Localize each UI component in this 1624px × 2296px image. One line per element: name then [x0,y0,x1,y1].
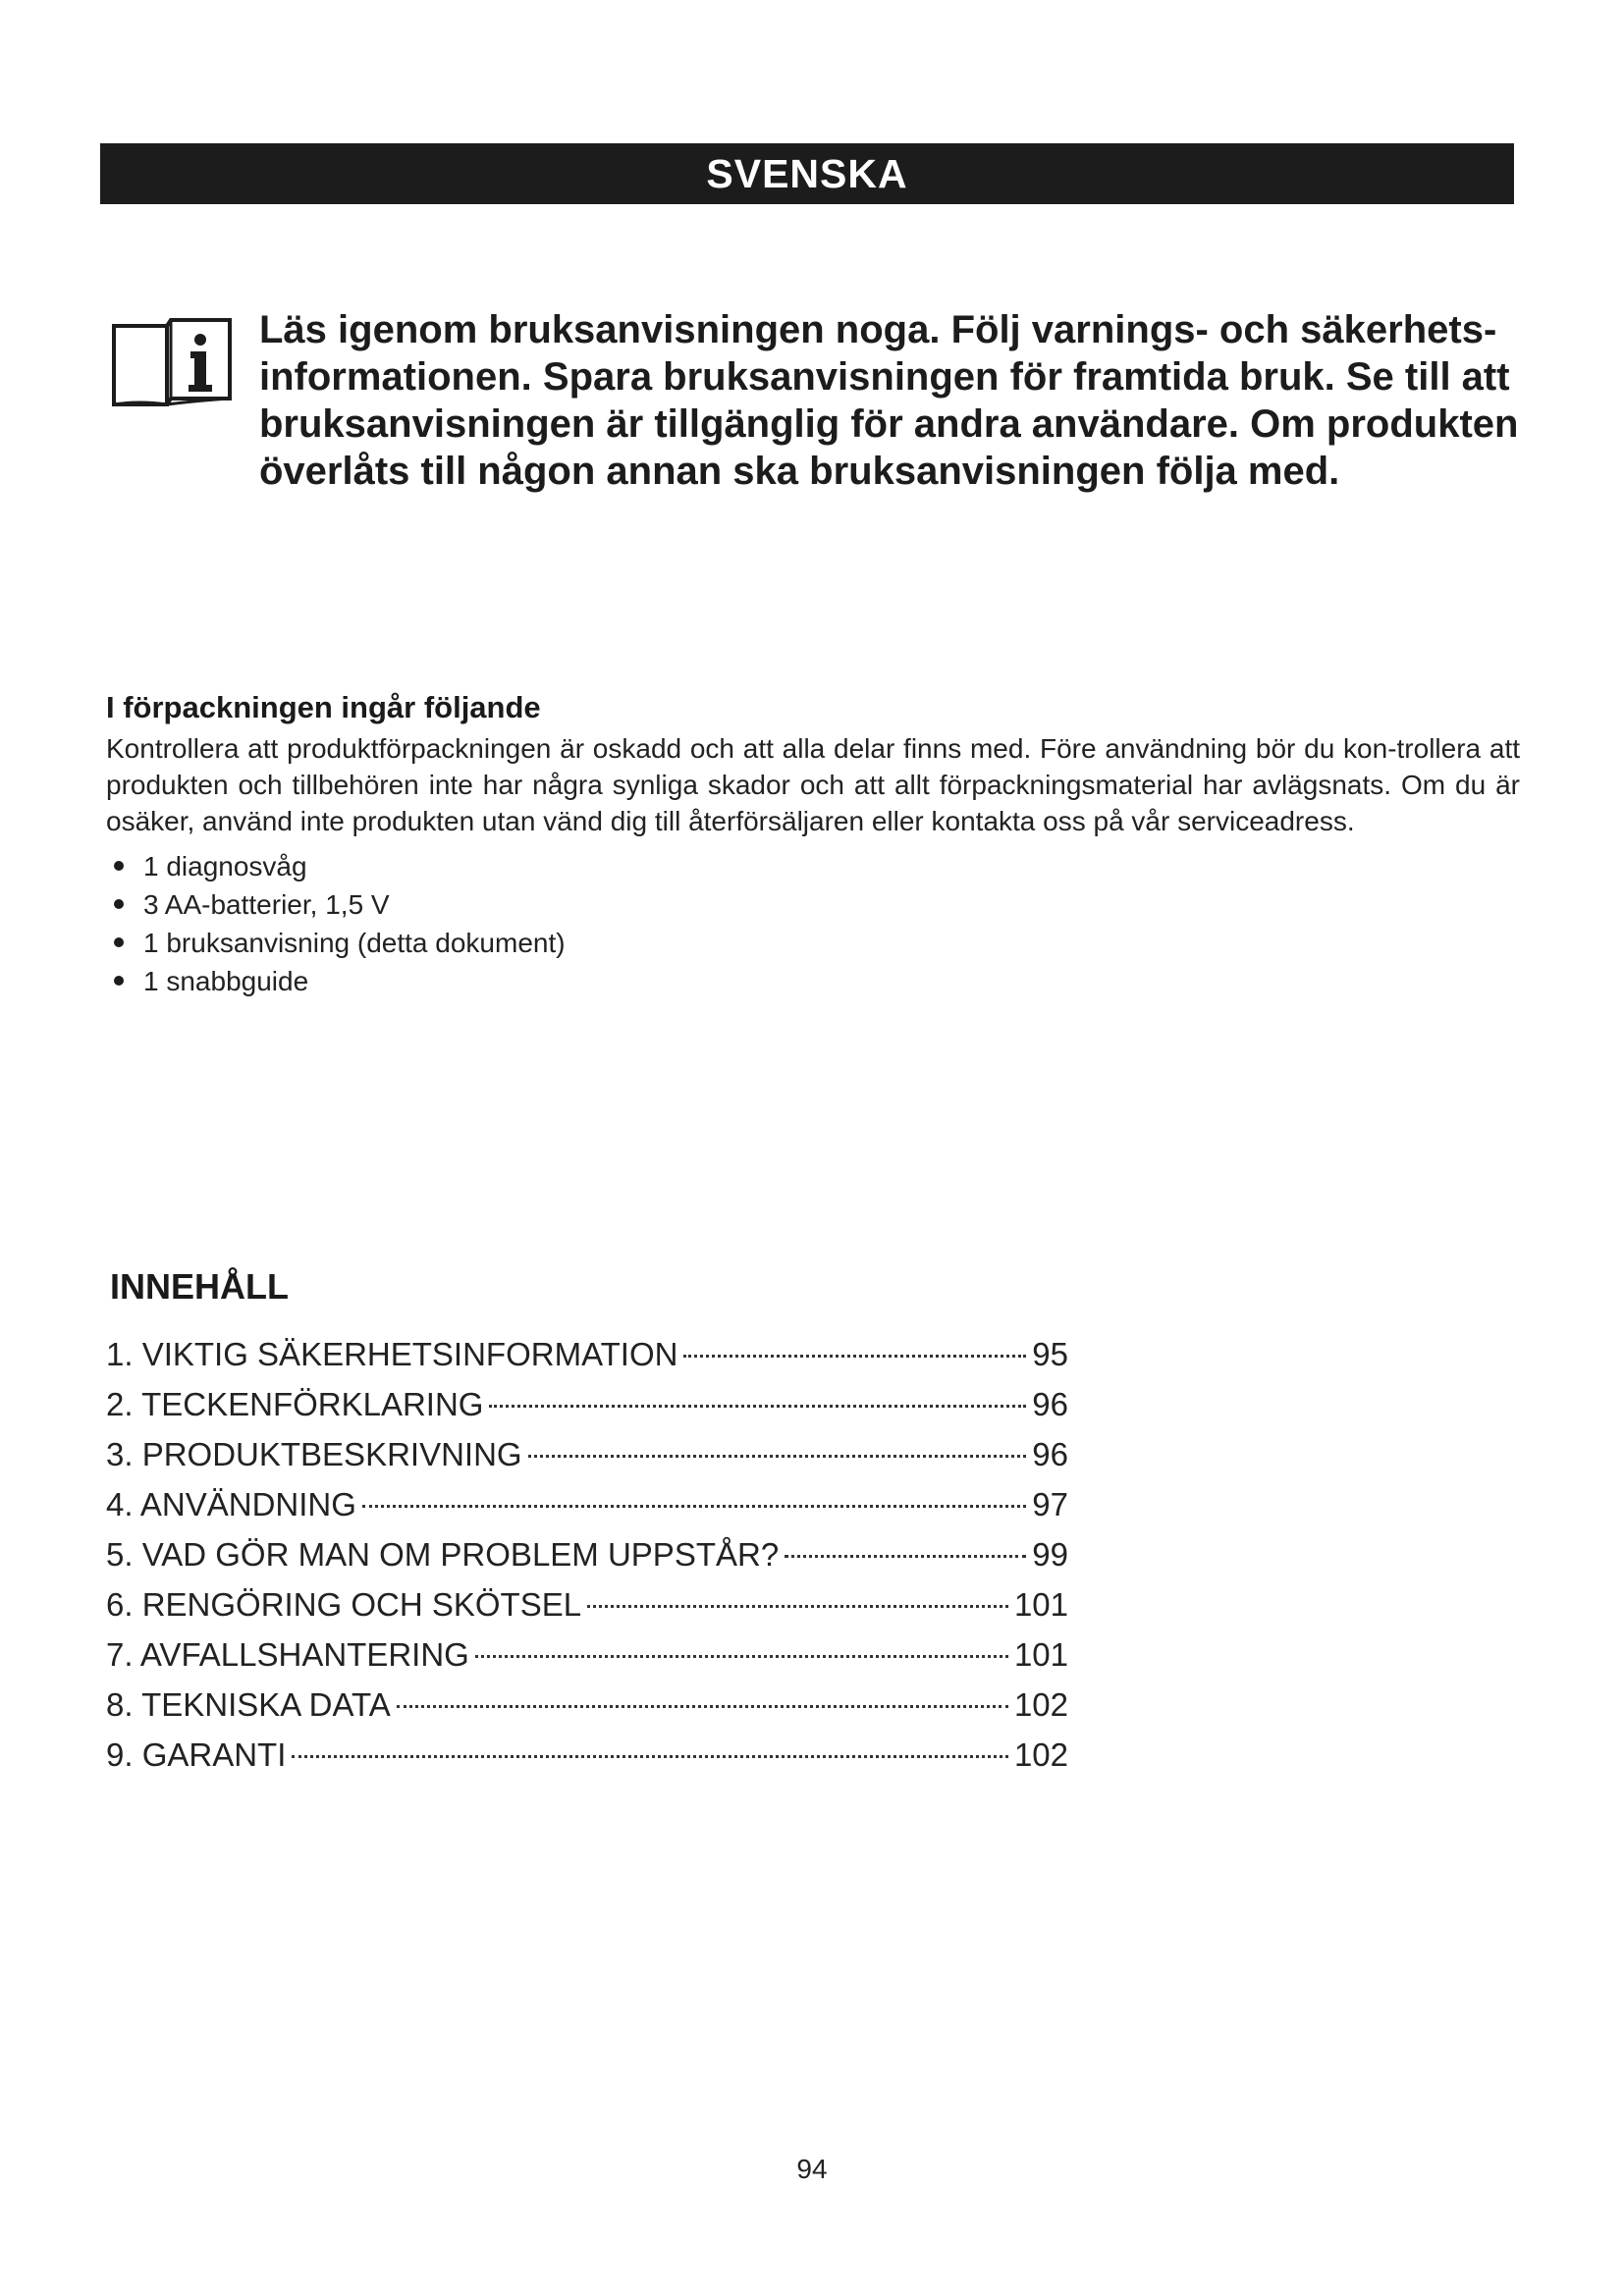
list-item: 1 snabbguide [106,962,1520,1000]
notice-text: Läs igenom bruksanvisningen noga. Följ varnings- och säkerhets-informationen. Spara bruksanvisningen för framtida bruk. Se till att bruksanvisningen är tillgänglig för andra användare. Om produkten överlåts till någon annan ska bruksanvisningen följa med. [259,308,1519,493]
toc-entry-page: 97 [1032,1486,1068,1522]
toc-leader-dots [475,1655,1008,1658]
toc-list [106,1329,1068,1780]
toc-entry-title: 4. ANVÄNDNING [106,1486,356,1522]
toc-leader-dots [528,1455,1027,1458]
toc-entry[interactable] [106,1629,1068,1680]
toc-entry-title: 3. PRODUKTBESKRIVNING [106,1436,522,1472]
toc-entry-page: 101 [1013,1636,1068,1673]
bullet-icon [114,976,124,986]
toc-entry-page: 96 [1032,1386,1068,1422]
toc-leader-dots [587,1605,1008,1608]
toc-entry-title: 1. VIKTIG SÄKERHETSINFORMATION [106,1336,678,1372]
toc-entry[interactable] [106,1329,1068,1379]
toc-entry[interactable] [106,1429,1068,1479]
toc-leader-dots [362,1505,1026,1508]
toc-entry[interactable] [106,1479,1068,1529]
language-label: SVENSKA [706,150,908,196]
bullet-icon [114,937,124,947]
package-items-list [106,847,1520,1000]
toc-entry-title: 9. GARANTI [106,1736,287,1773]
toc-entry-page: 102 [1013,1686,1068,1723]
page-number: 94 [796,2154,828,2184]
bullet-icon [114,861,124,871]
list-item: 1 bruksanvisning (detta dokument) [106,924,1520,962]
toc-heading: INNEHÅLL [110,1266,289,1307]
toc-leader-dots [785,1555,1026,1558]
toc-entry-title: 7. AVFALLSHANTERING [106,1636,469,1673]
package-contents-section [106,689,1520,1000]
toc-leader-dots [683,1355,1026,1358]
toc-leader-dots [292,1755,1008,1758]
toc-entry-page: 99 [1032,1536,1068,1573]
info-book-icon [110,316,236,410]
toc-entry[interactable] [106,1730,1068,1780]
toc-entry-page: 101 [1013,1586,1068,1623]
toc-entry-page: 102 [1013,1736,1068,1773]
toc-entry[interactable] [106,1379,1068,1429]
toc-entry-title: 6. RENGÖRING OCH SKÖTSEL [106,1586,582,1623]
toc-entry-page: 95 [1032,1336,1068,1372]
toc-entry[interactable] [106,1579,1068,1629]
toc-entry-title: 5. VAD GÖR MAN OM PROBLEM UPPSTÅR? [106,1536,780,1573]
toc-entry-title: 8. TEKNISKA DATA [106,1686,391,1723]
list-item: 3 AA-batterier, 1,5 V [106,885,1520,924]
toc-entry-title: 2. TECKENFÖRKLARING [106,1386,484,1422]
toc-entry[interactable] [106,1680,1068,1730]
bullet-icon [114,899,124,909]
toc-entry-page: 96 [1032,1436,1068,1472]
package-heading: I förpackningen ingår följande [106,690,541,724]
table-of-contents [106,1266,1088,1780]
toc-leader-dots [489,1405,1026,1408]
package-description: Kontrollera att produktförpackningen är oskadd och att alla delar finns med. Före användning bör du kon-trollera att produkten och tillbehören inte har några synliga skador och att allt förpackningsmaterial har avlägsnats. Om du är osäker, använd inte produkten utan vänd dig till återförsäljaren eller kontakta oss på vår serviceadress. [106,733,1520,836]
toc-entry[interactable] [106,1529,1068,1579]
language-header-bar [100,143,1514,204]
toc-leader-dots [397,1705,1008,1708]
list-item: 1 diagnosvåg [106,847,1520,885]
